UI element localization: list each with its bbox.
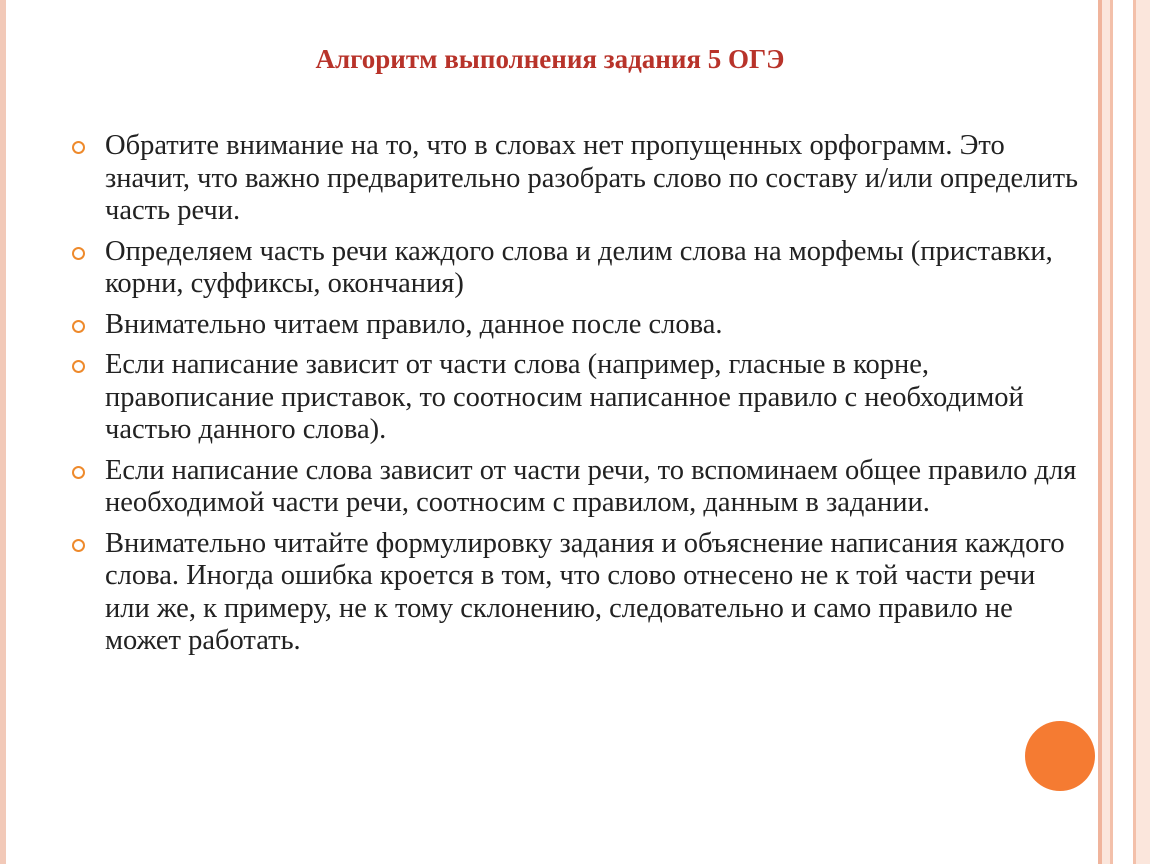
decorative-border-stripe [1136,0,1150,864]
bullet-text: Определяем часть речи каждого слова и делим слова на морфемы (приставки, корни, суффиксы, окончания) [105,235,1053,299]
ring-bullet-icon [72,539,85,552]
slide-title: Алгоритм выполнения задания 5 ОГЭ [315,44,785,74]
ring-bullet-icon [72,141,85,154]
left-edge-stripe [0,0,6,864]
bullet-item [72,236,1082,301]
bullet-text: Внимательно читаем правило, данное после слова. [105,308,723,340]
ring-bullet-icon [72,360,85,373]
bullet-text: Внимательно читайте формулировку задания и объяснение написания каждого слова. Иногда ошибка кроется в том, что слово отнесено не к той части речи или же, к примеру, не к тому склонению, следовательно и само правило не может работать. [105,527,1065,656]
bullet-text: Если написание зависит от части слова (например, гласные в корне, правописание приставок, то соотносим написанное правило с необходимой частью данного слова). [105,349,1024,445]
ring-bullet-icon [72,466,85,479]
decorative-circle-icon [1025,721,1095,791]
bullet-list [72,130,1082,666]
bullet-text: Если написание слова зависит от части речи, то вспоминаем общее правило для необходимой части речи, соотносим с правилом, данным в задании. [105,454,1077,518]
bullet-item [72,130,1082,228]
decorative-border-stripe [1102,0,1110,864]
bullet-text: Обратите внимание на то, что в словах нет пропущенных орфограмм. Это значит, что важно предварительно разобрать слово по составу и/или определить часть речи. [105,130,1079,226]
ring-bullet-icon [72,320,85,333]
bullet-item [72,528,1082,658]
bullet-item [72,309,1082,342]
ring-bullet-icon [72,247,85,260]
bullet-item [72,455,1082,520]
decorative-border-stripe [1113,0,1133,864]
bullet-item [72,349,1082,447]
